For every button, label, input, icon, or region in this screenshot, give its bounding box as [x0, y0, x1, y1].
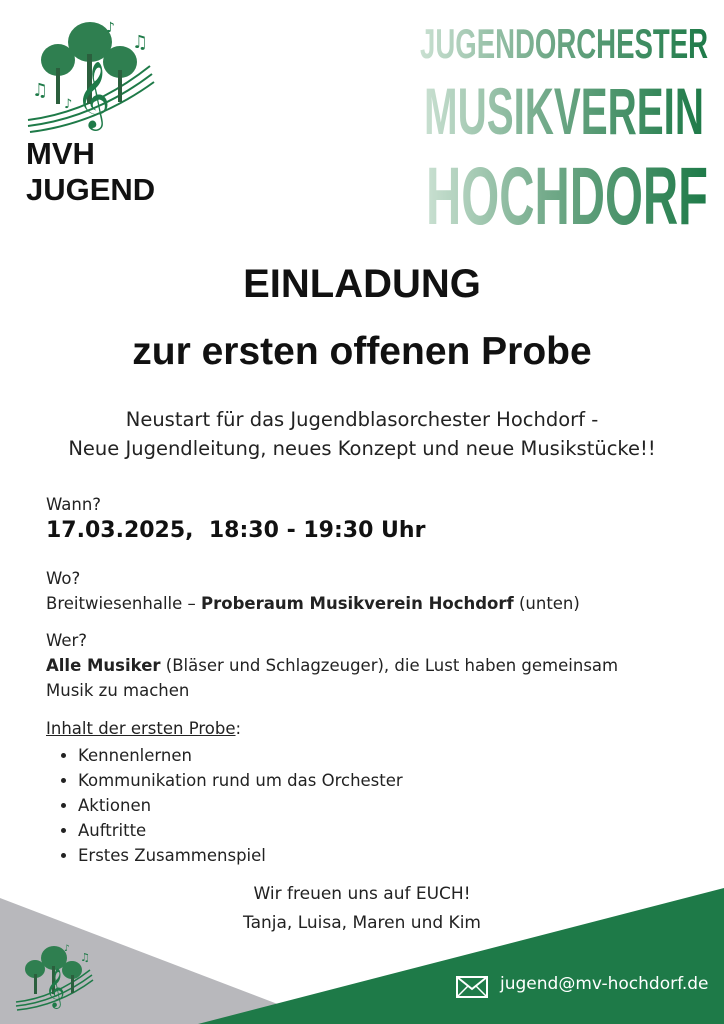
who-bold: Alle Musiker [46, 656, 161, 675]
list-item: • Auftritte [78, 818, 403, 843]
mail-icon [456, 976, 488, 998]
svg-text:♫: ♫ [32, 80, 49, 101]
where-prefix: Breitwiesenhalle – [46, 594, 202, 613]
who-rest2: Musik zu machen [46, 681, 190, 700]
where-place: Proberaum Musikverein Hochdorf [201, 594, 514, 613]
page-subtitle: zur ersten offenen Probe [132, 330, 592, 373]
who-section [46, 628, 618, 703]
event-datetime [46, 518, 425, 543]
svg-text:𝄞: 𝄞 [45, 968, 66, 1008]
wordart-line3: HOCHDORF [426, 151, 708, 242]
where-suffix: (unten) [513, 594, 580, 613]
svg-text:♫: ♫ [80, 951, 90, 964]
mvh-label-line1: MVH [26, 136, 95, 171]
page-title: EINLADUNG [243, 262, 481, 306]
where-section [46, 566, 580, 616]
list-item: • Erstes Zusammenspiel [78, 843, 403, 868]
closing-line2: Tanja, Luisa, Maren und Kim [243, 913, 481, 933]
svg-text:♫: ♫ [132, 32, 149, 53]
intro-line1: Neustart für das Jugendblasorchester Hochdorf - [125, 408, 599, 431]
content-list [46, 743, 403, 868]
mvh-logo-icon [22, 16, 157, 134]
content-colon: : [235, 719, 242, 738]
svg-text:♪: ♪ [64, 944, 70, 954]
closing-line1: Wir freuen uns auf EUCH! [253, 884, 471, 904]
svg-text:𝄞: 𝄞 [76, 60, 111, 128]
list-item: • Aktionen [78, 793, 403, 818]
intro-line2: Neue Jugendleitung, neues Konzept und neue Musikstücke!! [68, 437, 656, 460]
mvh-jugend-label [26, 136, 155, 208]
event-time: 18:30 - 19:30 Uhr [208, 518, 426, 543]
wordart-line1: JUGENDORCHESTER [420, 20, 708, 67]
svg-text:♪: ♪ [106, 20, 115, 36]
mvh-label-line2: JUGEND [26, 172, 156, 207]
who-label: Wer? [46, 631, 88, 650]
svg-text:♪: ♪ [64, 97, 73, 112]
list-item: • Kommunikation rund um das Orchester [78, 768, 403, 793]
jugendorchester-wordart-logo [420, 14, 716, 254]
mvh-logo-small-icon [14, 942, 94, 1012]
list-item: • Kennenlernen [78, 743, 403, 768]
where-value [46, 591, 580, 616]
when-label: Wann? [46, 495, 102, 514]
event-date: 17.03.2025, [46, 518, 194, 543]
contact-email-link[interactable]: jugend@mv-hochdorf.de [500, 974, 709, 994]
who-value [46, 653, 618, 678]
where-label: Wo? [46, 569, 81, 588]
who-rest1: (Bläser und Schlagzeuger), die Lust haben gemeinsam [160, 656, 619, 675]
content-section [46, 716, 403, 868]
wordart-line2: MUSIKVEREIN [424, 74, 704, 148]
content-label: Inhalt der ersten Probe [46, 719, 236, 738]
closing-text [0, 880, 724, 938]
intro-text [0, 405, 724, 463]
